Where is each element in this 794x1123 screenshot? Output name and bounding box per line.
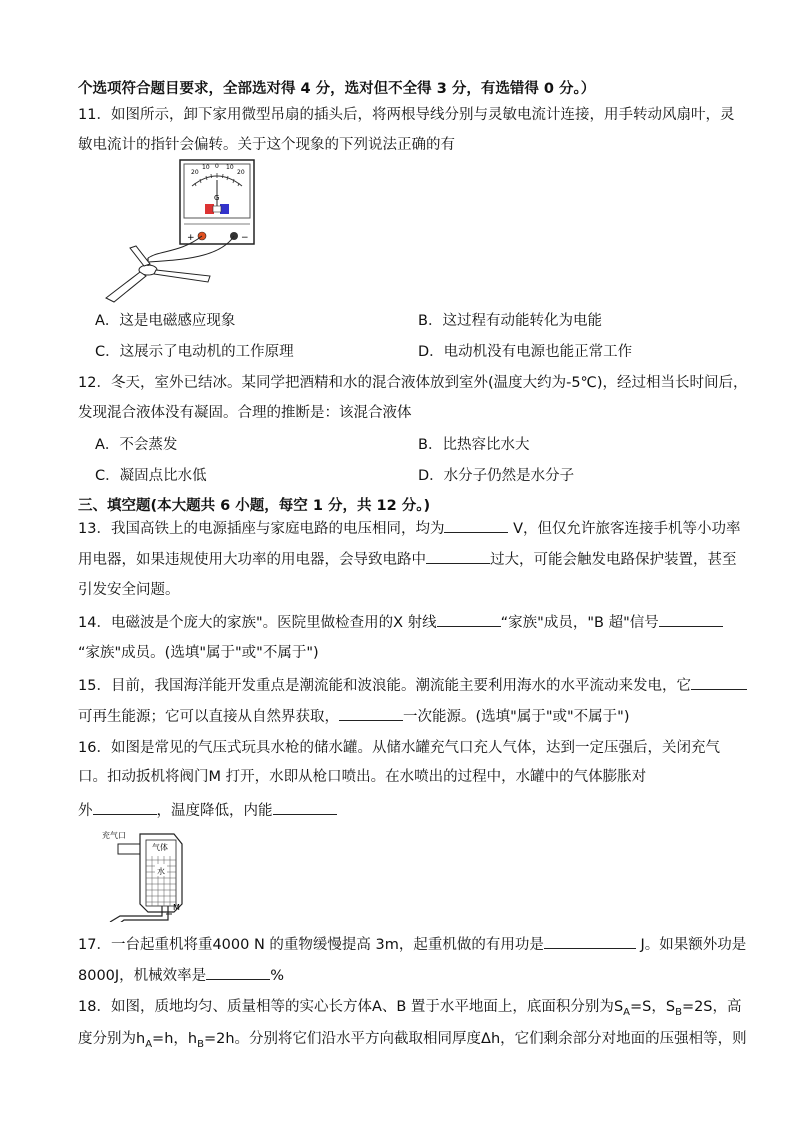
q11-option-c: C．这展示了电动机的工作原理 bbox=[95, 344, 294, 360]
q13-text-c: 用电器，如果违规使用大功率的用电器，会导致电路中 bbox=[78, 552, 426, 568]
q16-line3 bbox=[78, 800, 337, 821]
q13-text-a: 13．我国高铁上的电源插座与家庭电路的电压相同，均为 bbox=[78, 521, 445, 537]
q15-line1 bbox=[78, 675, 747, 696]
q13-text-b: V，但仅允许旅客连接手机等小功率 bbox=[513, 521, 741, 537]
scale-label-left: 20 bbox=[191, 169, 199, 176]
q18-ha-sub: A bbox=[145, 1038, 153, 1050]
q12-option-d: D．水分子仍然是水分子 bbox=[418, 468, 575, 484]
q18-ha-val: =h，h bbox=[152, 1031, 198, 1047]
q18-text-b: 度分别为 bbox=[78, 1031, 136, 1047]
terminal-minus: − bbox=[241, 233, 249, 243]
q14-text-b: “家族"成员，"B 超"信号 bbox=[500, 615, 659, 631]
q18-line2 bbox=[78, 1029, 747, 1055]
q14-line2: “家族"成员。(选填"属于"或"不属于") bbox=[78, 645, 319, 661]
q13-line2 bbox=[78, 549, 737, 570]
q13-line1 bbox=[78, 518, 740, 539]
q18-hb-val: =2h bbox=[203, 1031, 235, 1047]
water-label: 水 bbox=[157, 867, 165, 876]
q18-sa-sub: A bbox=[623, 1006, 630, 1018]
gas-label: 气体 bbox=[152, 843, 168, 852]
q15-text-c: 一次能源。(选填"属于"或"不属于") bbox=[403, 709, 630, 725]
q18-sb-sub: B bbox=[675, 1006, 682, 1018]
q11-option-b: B．这过程有动能转化为电能 bbox=[418, 313, 602, 329]
q12-line1: 12．冬天，室外已结冰。某同学把酒精和水的混合液体放到室外(温度大约为-5℃)，经过相当长时间后， bbox=[78, 375, 748, 391]
q14-line1 bbox=[78, 612, 723, 633]
q18-text-c: 。分别将它们沿水平方向截取相同厚度Δh，它们剩余部分对地面的压强相等，则 bbox=[234, 1031, 747, 1047]
q16-text-a: 外 bbox=[78, 803, 93, 819]
q13-blank-2[interactable] bbox=[426, 549, 490, 564]
q15-text-b: 可再生能源；它可以直接从自然界获取， bbox=[78, 709, 339, 725]
scale-label-right: 10 bbox=[226, 164, 234, 171]
inlet-label: 充气口 bbox=[102, 831, 126, 840]
q14-blank-2[interactable] bbox=[659, 612, 723, 627]
q18-sa-val: =S，S bbox=[630, 999, 676, 1015]
q12-option-b: B．比热容比水大 bbox=[418, 437, 530, 453]
q15-text-a: 15．目前，我国海洋能开发重点是潮流能和波浪能。潮流能主要利用海水的水平流动来发电，它 bbox=[78, 678, 691, 694]
q11-option-a: A．这是电磁感应现象 bbox=[95, 313, 236, 329]
q14-blank-1[interactable] bbox=[437, 612, 501, 627]
q16-text-b: ，温度降低，内能 bbox=[156, 803, 273, 819]
q13-text-d: 过大，可能会触发电路保护装置，甚至 bbox=[490, 552, 737, 568]
water-tank-figure bbox=[100, 826, 210, 922]
q11-line1: 11．如图所示，卸下家用微型吊扇的插头后，将两根导线分别与灵敏电流计连接，用手转动风扇叶，灵 bbox=[78, 107, 735, 123]
galvanometer-center-label: G bbox=[214, 194, 220, 202]
q18-line1 bbox=[78, 997, 742, 1023]
q13-line3: 引发安全问题。 bbox=[78, 582, 180, 598]
q16-line2: 口。扣动扳机将阀门M 打开，水即从枪口喷出。在水喷出的过程中，水罐中的气体膨胀对 bbox=[78, 769, 647, 785]
q18-text-a: 18．如图，质地均匀、质量相等的实心长方体A、B 置于水平地面上，底面积分别为 bbox=[78, 999, 614, 1015]
q13-blank-1[interactable] bbox=[444, 518, 508, 533]
q16-blank-2[interactable] bbox=[273, 800, 337, 815]
q18-sa: S bbox=[613, 999, 624, 1015]
q18-hb-sub: B bbox=[197, 1038, 204, 1050]
scale-label-zero: 0 bbox=[215, 163, 219, 170]
q18-ha: h bbox=[136, 1031, 146, 1047]
q12-line2: 发现混合液体没有凝固。合理的推断是：该混合液体 bbox=[78, 405, 412, 421]
scale-label-left2: 10 bbox=[202, 164, 210, 171]
q17-line2 bbox=[78, 965, 284, 986]
section3-title: 三、填空题(本大题共 6 小题，每空 1 分，共 12 分。) bbox=[78, 498, 431, 514]
q17-line1 bbox=[78, 934, 746, 955]
galvanometer-fan-figure bbox=[100, 158, 270, 308]
q11-line2: 敏电流计的指针会偏转。关于这个现象的下列说法正确的有 bbox=[78, 137, 455, 153]
q17-blank-1[interactable] bbox=[544, 934, 636, 949]
q12-option-c: C．凝固点比水低 bbox=[95, 468, 207, 484]
terminal-plus: + bbox=[187, 233, 195, 243]
q14-text-a: 14．电磁波是个庞大的家族"。医院里做检查用的X 射线 bbox=[78, 615, 437, 631]
valve-label: M bbox=[173, 903, 180, 912]
q15-blank-2[interactable] bbox=[339, 706, 403, 721]
q15-blank-1[interactable] bbox=[691, 675, 747, 690]
q17-text-b: J。如果额外功是 bbox=[640, 937, 747, 953]
q12-option-a: A．不会蒸发 bbox=[95, 437, 178, 453]
q11-option-d: D．电动机没有电源也能正常工作 bbox=[418, 344, 633, 360]
section-header-note: 个选项符合题目要求，全部选对得 4 分，选对但不全得 3 分，有选错得 0 分。） bbox=[78, 81, 596, 97]
q17-blank-2[interactable] bbox=[206, 965, 270, 980]
scale-label-right2: 20 bbox=[237, 169, 245, 176]
q16-line1: 16．如图是常见的气压式玩具水枪的储水罐。从储水罐充气口充人气体，达到一定压强后，关闭充气 bbox=[78, 740, 720, 756]
q16-blank-1[interactable] bbox=[93, 800, 157, 815]
q17-text-c: 8000J，机械效率是 bbox=[78, 968, 207, 984]
q18-sb-val: =2S，高 bbox=[681, 999, 742, 1015]
q17-text-d: % bbox=[270, 968, 284, 984]
q15-line2 bbox=[78, 706, 630, 727]
q17-text-a: 17．一台起重机将重4000 N 的重物缓慢提高 3m，起重机做的有用功是 bbox=[78, 937, 544, 953]
